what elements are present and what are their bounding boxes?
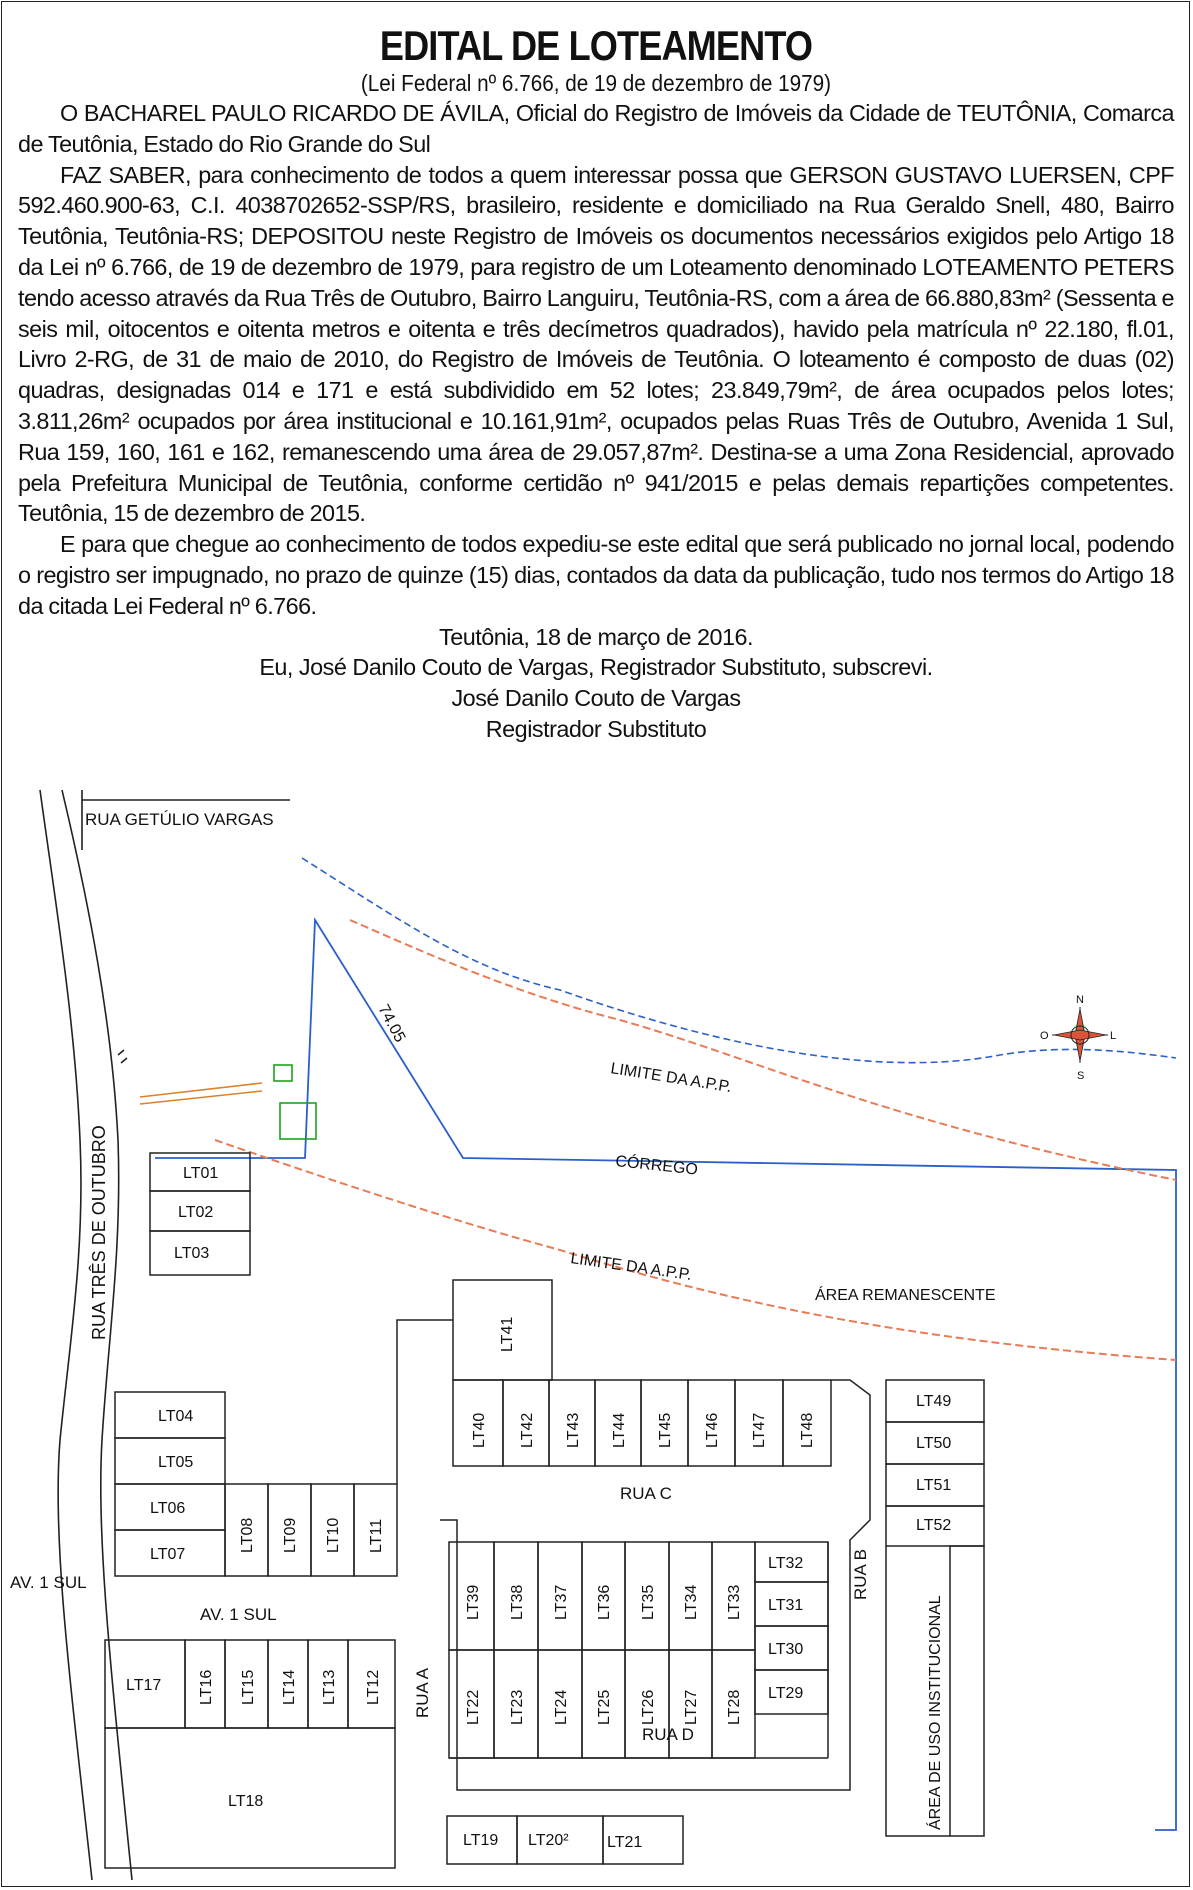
- lot-label: LT28: [726, 1689, 743, 1725]
- lot-label: LT31: [768, 1597, 804, 1614]
- lot-label: LT27: [683, 1689, 700, 1725]
- lot-label: LT05: [158, 1454, 194, 1471]
- lot-label: LT39: [465, 1584, 482, 1620]
- lot-label: LT04: [158, 1408, 194, 1425]
- lot-label: LT15: [240, 1669, 257, 1705]
- label-app-top: LIMITE DA A.P.P.: [609, 1060, 733, 1097]
- lot-label: LT07: [150, 1546, 186, 1563]
- paragraph-publicacao: E para que chegue ao conhecimento de todos expediu-se este edital que será publicado no jornal local, podendo o registro ser impugnado, no prazo de quinze (15) dias, contados da data da publicação, tudo nos termos do Artigo 18 da citada Lei Federal nº 6.766.: [18, 531, 1174, 619]
- lot-label: LT22: [465, 1689, 482, 1725]
- paragraph-intro: O BACHAREL PAULO RICARDO DE ÁVILA, Oficial do Registro de Imóveis da Cidade de TEUTÔNIA, Comarca de Teutônia, Estado do Rio Grande do Sul: [18, 100, 1174, 157]
- street-getulio-vargas: RUA GETÚLIO VARGAS: [85, 810, 274, 829]
- lot-label: LT06: [150, 1500, 186, 1517]
- lot-label: LT19: [463, 1832, 499, 1849]
- lot-label: LT25: [596, 1689, 613, 1725]
- lot-label: LT45: [657, 1412, 674, 1448]
- lot-label: LT35: [640, 1584, 657, 1620]
- lot-label: LT32: [768, 1555, 804, 1572]
- lot-label: LT26: [640, 1689, 657, 1725]
- lot-label: LT13: [321, 1669, 338, 1705]
- lot-label: LT37: [553, 1584, 570, 1620]
- lot-label: LT23: [509, 1689, 526, 1725]
- lot-label: LT30: [768, 1641, 804, 1658]
- site-plan-map: [0, 780, 1193, 1890]
- lot-label: LT36: [596, 1584, 613, 1620]
- lot-label: LT09: [282, 1517, 299, 1553]
- lot-label: LT42: [519, 1412, 536, 1448]
- lot-label: LT17: [126, 1677, 162, 1694]
- lot-label: LT11: [368, 1518, 385, 1553]
- lot-label: LT34: [683, 1584, 700, 1620]
- compass-l: L: [1110, 1030, 1117, 1042]
- street-tres-de-outubro: RUA TRÊS DE OUTUBRO: [89, 1125, 109, 1340]
- lot-label: LT08: [239, 1517, 256, 1553]
- street-rua-d: RUA D: [642, 1725, 694, 1744]
- label-app-bottom: LIMITE DA A.P.P.: [569, 1250, 693, 1284]
- green-marker-small: [274, 1065, 292, 1081]
- lot-label: LT40: [471, 1412, 488, 1448]
- lot-label: LT46: [704, 1412, 721, 1448]
- label-remanescente: ÁREA REMANESCENTE: [815, 1287, 996, 1304]
- street-rua-a: RUA A: [413, 1667, 432, 1718]
- subscription-line: Eu, José Danilo Couto de Vargas, Registrador Substituto, subscrevi.: [259, 654, 933, 681]
- street-av1sul-left: AV. 1 SUL: [10, 1573, 87, 1592]
- edital-subtitle: (Lei Federal nº 6.766, de 19 de dezembro de 1979): [360, 70, 832, 96]
- lot-label: LT20²: [528, 1832, 569, 1849]
- lot-label: LT48: [799, 1412, 816, 1448]
- lot-label: LT51: [916, 1477, 952, 1494]
- lot-label: LT50: [916, 1435, 952, 1452]
- edital-text: [18, 10, 1174, 745]
- lot-label: LT16: [198, 1669, 215, 1705]
- street-edge-left: [40, 790, 92, 1880]
- edital-title: EDITAL DE LOTEAMENTO: [379, 22, 813, 69]
- lot-label: LT18: [228, 1793, 264, 1810]
- compass-n: N: [1076, 994, 1084, 1006]
- street-rua-b: RUA B: [851, 1548, 870, 1600]
- lot-label: LT47: [751, 1412, 768, 1448]
- lot-label: LT49: [916, 1393, 952, 1410]
- lot-label: LT38: [509, 1584, 526, 1620]
- label-corrego: CÓRREGO: [614, 1153, 699, 1179]
- lot-label: LT44: [611, 1412, 628, 1448]
- lot-label: LT21: [607, 1834, 643, 1851]
- lot-label: LT14: [281, 1669, 298, 1705]
- compass-o: O: [1040, 1030, 1049, 1042]
- lot-label: LT29: [768, 1685, 804, 1702]
- compass-rose-icon: [1040, 994, 1116, 1082]
- lot-label: LT03: [174, 1245, 210, 1262]
- getulio-vargas-edge: [82, 790, 290, 800]
- lot-label: LT10: [325, 1517, 342, 1553]
- signer-name: José Danilo Couto de Vargas: [451, 685, 741, 712]
- compass-s: S: [1077, 1070, 1085, 1082]
- label-institucional: ÁREA DE USO INSTITUCIONAL: [927, 1595, 944, 1830]
- lot-label: LT12: [365, 1669, 382, 1705]
- lot-label: LT52: [916, 1517, 952, 1534]
- label-dimension: 74.05: [374, 1001, 409, 1046]
- street-av1sul: AV. 1 SUL: [200, 1605, 277, 1624]
- lot-label: LT02: [178, 1204, 214, 1221]
- lot-label: LT24: [553, 1689, 570, 1725]
- lot-label: LT41: [499, 1316, 516, 1352]
- green-marker-large: [280, 1103, 316, 1139]
- street-rua-c: RUA C: [620, 1484, 672, 1503]
- lot-label: LT33: [726, 1584, 743, 1620]
- signer-role: Registrador Substituto: [485, 715, 707, 742]
- lot-label: LT01: [183, 1165, 219, 1182]
- lot-label: LT43: [565, 1412, 582, 1448]
- date-line: Teutônia, 18 de março de 2016.: [439, 623, 753, 650]
- paragraph-faz-saber: FAZ SABER, para conhecimento de todos a quem interessar possa que GERSON GUSTAVO LUERSEN, CPF 592.460.900-63, C.I. 4038702652-SSP/RS, brasileiro, residente e domiciliado na Rua Geraldo Snell, 480, Bairro Teutônia, Teutônia-RS; DEPOSITOU neste Registro de Imóveis os documentos necessários exigidos pelo Artigo 18 da Lei nº 6.766, de 19 de dezembro de 1979, para registro de um Loteamento denominado LOTEAMENTO PETERS tendo acesso através da Rua Três de Outubro, Bairro Languiru, Teutônia-RS, com a área de 66.880,83m² (Sessenta e seis mil, oitocentos e oitenta metros e oitenta e três decímetros quadrados), havido pela matrícula nº 22.180, fl.01, Livro 2-RG, de 31 de maio de 2010, do Registro de Imóveis de Teutônia. O loteamento é composto de duas (02) quadras, designadas 014 e 171 e está subdividido em 52 lotes; 23.849,79m², de área ocupados pelos lotes; 3.811,26m² ocupados por área institucional e 10.161,91m², ocupados pelas Ruas Três de Outubro, Avenida 1 Sul, Rua 159, 160, 161 e 162, remanescendo uma área de 29.057,87m². Destina-se a uma Zona Residencial, aprovado pela Prefeitura Municipal de Teutônia, conforme certidão nº 941/2015 e pelas demais repartições competentes. Teutônia, 15 de dezembro de 2015.: [18, 161, 1174, 527]
